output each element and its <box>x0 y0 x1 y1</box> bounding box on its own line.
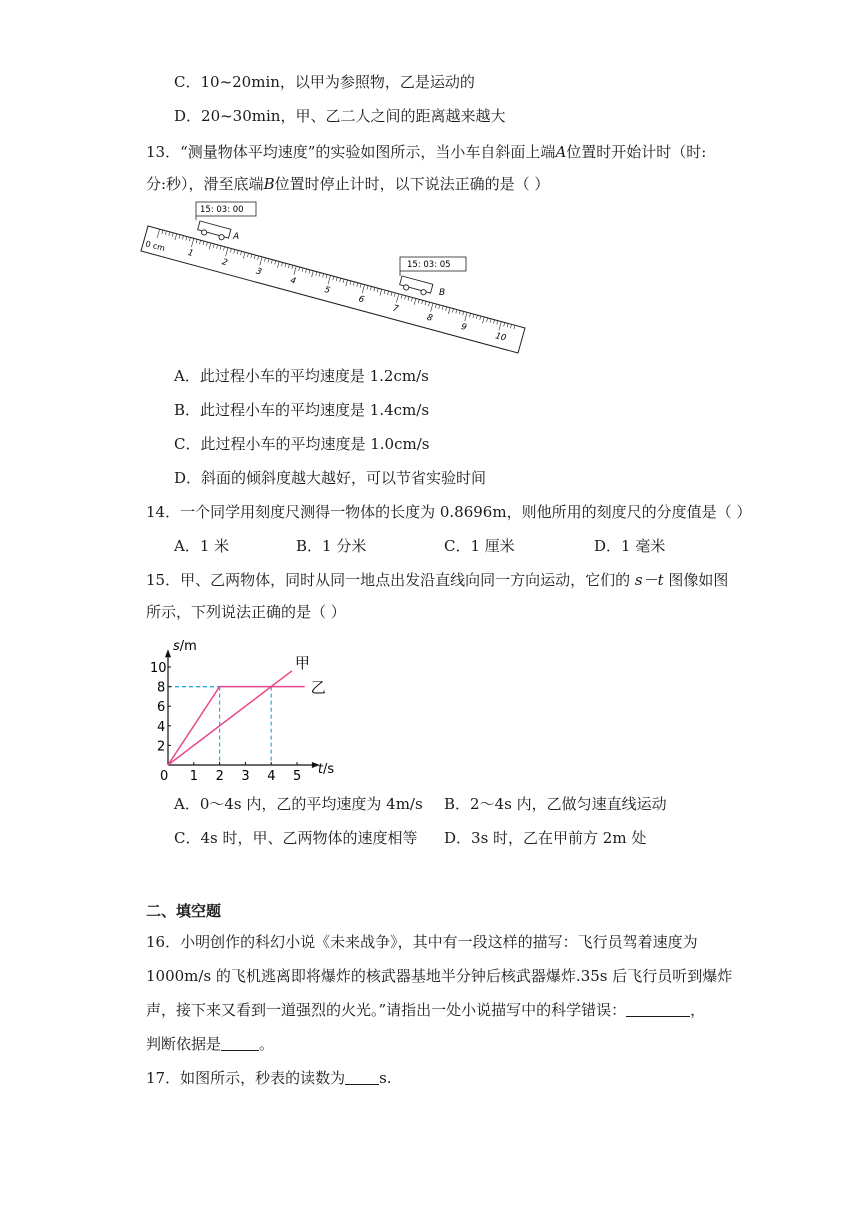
q13-option-b: B．此过程小车的平均速度是 1.4cm/s <box>174 401 430 419</box>
ruler-number: 5 <box>323 285 332 297</box>
q16-text: ， <box>690 1001 706 1019</box>
q17-text: s. <box>379 1069 392 1087</box>
x-tick-label: 5 <box>293 769 302 780</box>
ruler-number: 6 <box>357 294 366 306</box>
x-tick-label: 4 <box>267 769 276 780</box>
ruler-number: 7 <box>391 303 400 315</box>
q13-stem-line2 <box>146 174 549 194</box>
q15-stem-line1 <box>146 570 728 590</box>
q17-stem <box>146 1068 392 1088</box>
q13-stem-line1 <box>146 142 706 162</box>
clock-a-time: 15: 03: 00 <box>200 205 244 215</box>
q13-stem-text: 分:秒），滑至底端 <box>146 175 264 193</box>
q13-incline-ruler-figure <box>138 198 538 360</box>
cart-a <box>197 221 231 242</box>
q15-stem-line2: 所示，下列说法正确的是（ ） <box>146 603 346 621</box>
x-axis-label: t/s <box>317 762 335 777</box>
q14-stem: 14．一个同学用刻度尺测得一物体的长度为 0.8696m，则他所用的刻度尺的分度值是（ ） <box>146 503 752 521</box>
q12-option-d: D．20~30min，甲、乙二人之间的距离越来越大 <box>174 107 506 125</box>
series-yi-line <box>168 687 305 765</box>
q15-stem-text: 15．甲、乙两物体，同时从同一地点出发沿直线向同一方向运动，它们的 <box>146 571 631 589</box>
q16-line3 <box>146 1000 705 1020</box>
cart-b <box>399 276 433 297</box>
q16-line1: 16．小明创作的科幻小说《未来战争》，其中有一段这样的描写：飞行员驾着速度为 <box>146 933 698 951</box>
clock-b-time: 15: 03: 05 <box>407 260 451 270</box>
y-tick-label: 2 <box>157 739 166 755</box>
y-axis-label: s/m <box>173 639 197 654</box>
q14-option-d: D．1 毫米 <box>594 537 666 555</box>
q17-blank[interactable] <box>345 1068 379 1085</box>
q16-blank-error[interactable] <box>626 1000 690 1017</box>
q13-stem-text: 13．“测量物体平均速度”的实验如图所示，当小车自斜面上端 <box>146 143 556 161</box>
q15-option-d: D．3s 时，乙在甲前方 2m 处 <box>444 829 647 847</box>
ruler-number: 10 <box>494 331 508 344</box>
ruler-unit-label: 0 cm <box>144 239 166 254</box>
q16-text: 声，接下来又看到一道强烈的火光。”请指出一处小说描写中的科学错误： <box>146 1001 627 1019</box>
q13-option-a: A．此过程小车的平均速度是 1.2cm/s <box>174 367 429 385</box>
q13-stem-text: 位置时开始计时（时: <box>566 143 707 161</box>
x-tick-label: 3 <box>241 769 250 780</box>
q16-text: 。 <box>259 1035 275 1053</box>
q13-point-a: A <box>555 143 567 161</box>
x-tick-label: 1 <box>189 769 199 780</box>
y-tick-label: 10 <box>150 661 167 676</box>
x-tick-label: 2 <box>215 769 224 780</box>
ruler-number: 3 <box>254 266 263 278</box>
q13-option-c: C．此过程小车的平均速度是 1.0cm/s <box>174 435 430 453</box>
q15-option-b: B．2～4s 内，乙做匀速直线运动 <box>444 795 667 813</box>
q13-point-b: B <box>263 175 275 193</box>
ruler-number: 9 <box>459 321 468 334</box>
q14-option-b: B．1 分米 <box>296 537 367 555</box>
q13-stem-text: 位置时停止计时，以下说法正确的是（ ） <box>274 175 550 193</box>
ruler-body <box>141 226 525 353</box>
q16-line4 <box>146 1034 274 1054</box>
q14-option-a: A．1 米 <box>174 537 230 555</box>
q13-option-d: D．斜面的倾斜度越大越好，可以节省实验时间 <box>174 469 487 487</box>
y-tick-label: 6 <box>157 700 166 716</box>
x-tick-label: 0 <box>160 769 169 780</box>
q12-option-c: C．10~20min，以甲为参照物，乙是运动的 <box>174 73 475 91</box>
q14-option-c: C．1 厘米 <box>444 537 515 555</box>
ruler-number: 4 <box>289 275 297 287</box>
q15-st-chart <box>138 630 358 780</box>
q15-st-label: s－t <box>634 571 664 589</box>
y-axis-arrow <box>165 649 171 657</box>
q15-stem-text: 图像如图 <box>668 571 729 589</box>
series-jia-label: 甲 <box>294 653 310 672</box>
ruler-number: 8 <box>425 312 434 324</box>
y-tick-label: 4 <box>157 719 166 735</box>
q17-text: 17．如图所示，秒表的读数为 <box>146 1069 346 1087</box>
label-b: B <box>439 288 446 298</box>
q16-blank-reason[interactable] <box>221 1034 259 1051</box>
q15-option-c: C．4s 时，甲、乙两物体的速度相等 <box>174 829 418 847</box>
series-yi-label: 乙 <box>310 678 326 697</box>
q15-option-a: A．0～4s 内，乙的平均速度为 4m/s <box>174 795 423 813</box>
ruler-number: 1 <box>186 248 195 260</box>
ruler-number: 2 <box>220 257 229 269</box>
q16-line2: 1000m/s 的飞机逃离即将爆炸的核武器基地半分钟后核武器爆炸.35s 后飞行员听到爆炸 <box>146 967 733 985</box>
section-title-fill-blank: 二、填空题 <box>146 902 222 920</box>
series-jia-line <box>168 671 292 765</box>
q16-text: 判断依据是 <box>146 1035 222 1053</box>
y-tick-label: 8 <box>157 680 166 696</box>
label-a: A <box>233 232 240 242</box>
